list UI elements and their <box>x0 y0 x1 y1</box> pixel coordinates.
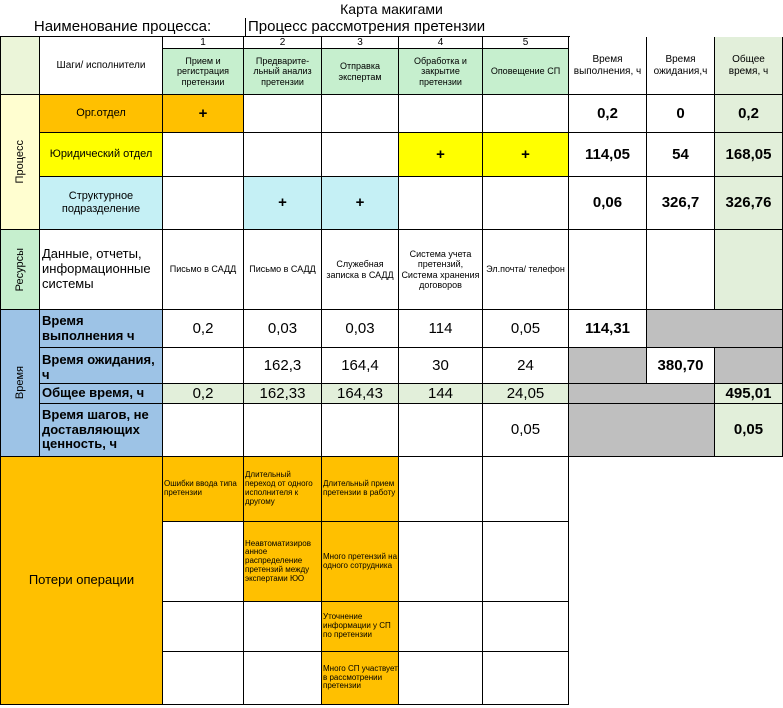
loss-empty-r4-4 <box>399 652 483 705</box>
org-wait: 0 <box>647 95 715 133</box>
time-exec-4: 114 <box>399 310 483 348</box>
struct-mark-1 <box>163 177 244 230</box>
loss-overload: Много претензий на одного сотрудника <box>322 522 399 602</box>
resource-empty-wait <box>647 230 715 310</box>
resource-3: Служебная записка в САДД <box>322 230 399 310</box>
time-nonvalue-label: Время шагов, не доставляющих ценность, ч <box>40 404 163 457</box>
section-resources <box>0 230 40 310</box>
legal-wait: 54 <box>647 133 715 177</box>
time-exec-2: 0,03 <box>244 310 322 348</box>
section-process <box>0 95 40 230</box>
legal-mark-2 <box>244 133 322 177</box>
struct-mark-3: + <box>322 177 399 230</box>
legal-exec: 114,05 <box>569 133 647 177</box>
resource-1: Письмо в САДД <box>163 230 244 310</box>
time-wait-3: 164,4 <box>322 348 399 384</box>
process-name: Процесс рассмотрения претензии <box>245 18 570 37</box>
gray-block-exec <box>647 310 783 348</box>
loss-empty-r4-1 <box>163 652 244 705</box>
gray-block-wait-right <box>715 348 783 384</box>
time-nonvalue-1 <box>163 404 244 457</box>
org-exec: 0,2 <box>569 95 647 133</box>
loss-empty-r1-5 <box>483 457 569 522</box>
struct-mark-2: + <box>244 177 322 230</box>
step-number-1: 1 <box>163 37 244 49</box>
performer-org: Орг.отдел <box>40 95 163 133</box>
loss-empty-r3-4 <box>399 602 483 652</box>
section-resources-label: Ресурсы <box>13 247 26 292</box>
time-total-label: Общее время, ч <box>40 384 163 404</box>
process-name-label: Наименование процесса: <box>0 18 245 37</box>
gray-block-nonvalue <box>569 404 715 457</box>
time-wait-2: 162,3 <box>244 348 322 384</box>
gray-block-wait-left <box>569 348 647 384</box>
step-header-4: Обработка и закрытие претензии <box>399 49 483 95</box>
resource-4: Система учета претензий, Система хранения договоров <box>399 230 483 310</box>
time-total-3: 164,43 <box>322 384 399 404</box>
time-nonvalue-3 <box>322 404 399 457</box>
section-time-label: Время <box>13 366 26 400</box>
loss-empty-r4-5 <box>483 652 569 705</box>
loss-manual-distribution: Неавтоматизиров анное распределение претензий между экспертами ЮО <box>244 522 322 602</box>
performer-legal: Юридический отдел <box>40 133 163 177</box>
section-process-label: Процесс <box>13 140 26 184</box>
resource-empty-exec <box>569 230 647 310</box>
resource-2: Письмо в САДД <box>244 230 322 310</box>
total-time-header: Общее время, ч <box>715 37 783 95</box>
gray-block-total <box>569 384 715 404</box>
loss-empty-r2-4 <box>399 522 483 602</box>
time-total-sum: 495,01 <box>715 384 783 404</box>
step-header-1: Прием и регистрация претензии <box>163 49 244 95</box>
loss-long-handover: Длительный переход от одного исполнителя к другому <box>244 457 322 522</box>
time-wait-1 <box>163 348 244 384</box>
loss-empty-r3-1 <box>163 602 244 652</box>
step-header-3: Отправка экспертам <box>322 49 399 95</box>
step-number-5: 5 <box>483 37 569 49</box>
org-mark-2 <box>244 95 322 133</box>
step-number-2: 2 <box>244 37 322 49</box>
losses-label: Потери операции <box>0 457 163 705</box>
step-number-3: 3 <box>322 37 399 49</box>
struct-exec: 0,06 <box>569 177 647 230</box>
struct-total: 326,76 <box>715 177 783 230</box>
time-exec-1: 0,2 <box>163 310 244 348</box>
loss-long-intake: Длительный прием претензии в работу <box>322 457 399 522</box>
step-header-2: Предварите-льный анализ претензии <box>244 49 322 95</box>
time-total-4: 144 <box>399 384 483 404</box>
loss-clarification: Уточнение информации у СП по претензии <box>322 602 399 652</box>
struct-mark-4 <box>399 177 483 230</box>
legal-mark-4: + <box>399 133 483 177</box>
steps-label: Шаги/ исполнители <box>40 37 163 95</box>
org-total: 0,2 <box>715 95 783 133</box>
resources-label: Данные, отчеты, информационные системы <box>40 230 163 310</box>
org-mark-1: + <box>163 95 244 133</box>
wait-time-header: Время ожидания,ч <box>647 37 715 95</box>
legal-total: 168,05 <box>715 133 783 177</box>
legal-mark-3 <box>322 133 399 177</box>
step-number-4: 4 <box>399 37 483 49</box>
map-title: Карта макигами <box>340 0 443 17</box>
loss-empty-r1-4 <box>399 457 483 522</box>
loss-empty-r3-5 <box>483 602 569 652</box>
time-nonvalue-2 <box>244 404 322 457</box>
time-exec-label: Время выполнения ч <box>40 310 163 348</box>
org-mark-3 <box>322 95 399 133</box>
time-wait-sum: 380,70 <box>647 348 715 384</box>
loss-empty-r3-2 <box>244 602 322 652</box>
struct-mark-5 <box>483 177 569 230</box>
time-exec-3: 0,03 <box>322 310 399 348</box>
time-nonvalue-sum: 0,05 <box>715 404 783 457</box>
time-exec-5: 0,05 <box>483 310 569 348</box>
loss-empty-r4-2 <box>244 652 322 705</box>
loss-empty-r2-5 <box>483 522 569 602</box>
resource-5: Эл.почта/ телефон <box>483 230 569 310</box>
org-mark-5 <box>483 95 569 133</box>
time-wait-label: Время ожидания, ч <box>40 348 163 384</box>
performer-struct: Структурное подразделение <box>40 177 163 230</box>
legal-mark-5: + <box>483 133 569 177</box>
resource-empty-total <box>715 230 783 310</box>
time-wait-5: 24 <box>483 348 569 384</box>
time-total-2: 162,33 <box>244 384 322 404</box>
time-exec-sum: 114,31 <box>569 310 647 348</box>
struct-wait: 326,7 <box>647 177 715 230</box>
section-time <box>0 310 40 457</box>
corner-cell <box>0 37 40 95</box>
org-mark-4 <box>399 95 483 133</box>
exec-time-header: Время выполнения, ч <box>569 37 647 95</box>
loss-empty-r2-1 <box>163 522 244 602</box>
time-nonvalue-4 <box>399 404 483 457</box>
time-total-1: 0,2 <box>163 384 244 404</box>
step-header-5: Оповещение СП <box>483 49 569 95</box>
loss-many-units: Много СП участвует в рассмотрении претензии <box>322 652 399 705</box>
time-total-5: 24,05 <box>483 384 569 404</box>
loss-input-errors: Ошибки ввода типа претензии <box>163 457 244 522</box>
legal-mark-1 <box>163 133 244 177</box>
time-wait-4: 30 <box>399 348 483 384</box>
time-nonvalue-5: 0,05 <box>483 404 569 457</box>
